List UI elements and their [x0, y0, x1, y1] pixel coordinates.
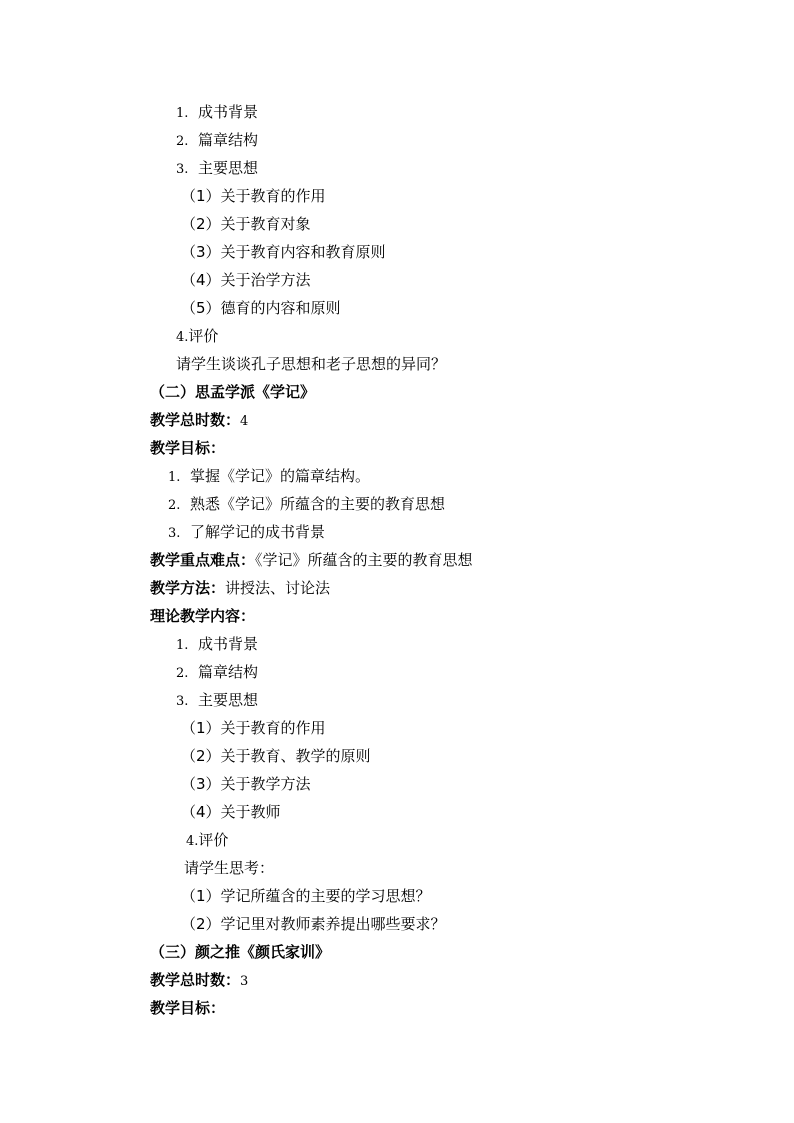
list-item: 3. 主要思想 [176, 159, 258, 177]
teaching-method: 教学方法：讲授法、讨论法 [150, 579, 331, 597]
sub-list-item: （1）关于教育的作用 [181, 187, 326, 205]
total-hours: 教学总时数：4 [150, 411, 249, 429]
list-item: 3. 主要思想 [176, 691, 258, 709]
list-item: 1. 成书背景 [176, 103, 258, 121]
list-item: 1. 成书背景 [176, 635, 258, 653]
think-label: 请学生思考： [184, 859, 275, 877]
think-question: （2）学记里对教师素养提出哪些要求？ [181, 915, 446, 933]
goals-label: 教学目标： [150, 999, 226, 1017]
sub-list-item: （2）关于教育、教学的原则 [181, 747, 371, 765]
list-item: 4.评价 [186, 831, 229, 849]
goal-item: 1. 掌握《学记》的篇章结构。 [168, 467, 370, 485]
sub-list-item: （4）关于教师 [181, 803, 281, 821]
section-heading: （二）思孟学派《学记》 [150, 383, 316, 401]
think-question: （1）学记所蕴含的主要的学习思想？ [181, 887, 431, 905]
total-hours: 教学总时数：3 [150, 971, 249, 989]
sub-list-item: （1）关于教育的作用 [181, 719, 326, 737]
goal-item: 3. 了解学记的成书背景 [168, 523, 325, 541]
discussion-question: 请学生谈谈孔子思想和老子思想的异同？ [176, 355, 447, 373]
sub-list-item: （4）关于治学方法 [181, 271, 311, 289]
sub-list-item: （5）德育的内容和原则 [181, 299, 341, 317]
list-item: 2. 篇章结构 [176, 131, 258, 149]
goals-label: 教学目标： [150, 439, 226, 457]
list-item: 4.评价 [176, 327, 219, 345]
sub-list-item: （3）关于教学方法 [181, 775, 311, 793]
key-points: 教学重点难点：《学记》所蕴含的主要的教育思想 [150, 551, 473, 569]
sub-list-item: （3）关于教育内容和教育原则 [181, 243, 386, 261]
list-item: 2. 篇章结构 [176, 663, 258, 681]
content-label: 理论教学内容： [150, 607, 256, 625]
sub-list-item: （2）关于教育对象 [181, 215, 311, 233]
goal-item: 2. 熟悉《学记》所蕴含的主要的教育思想 [168, 495, 445, 513]
section-heading: （三）颜之推《颜氏家训》 [150, 943, 331, 961]
